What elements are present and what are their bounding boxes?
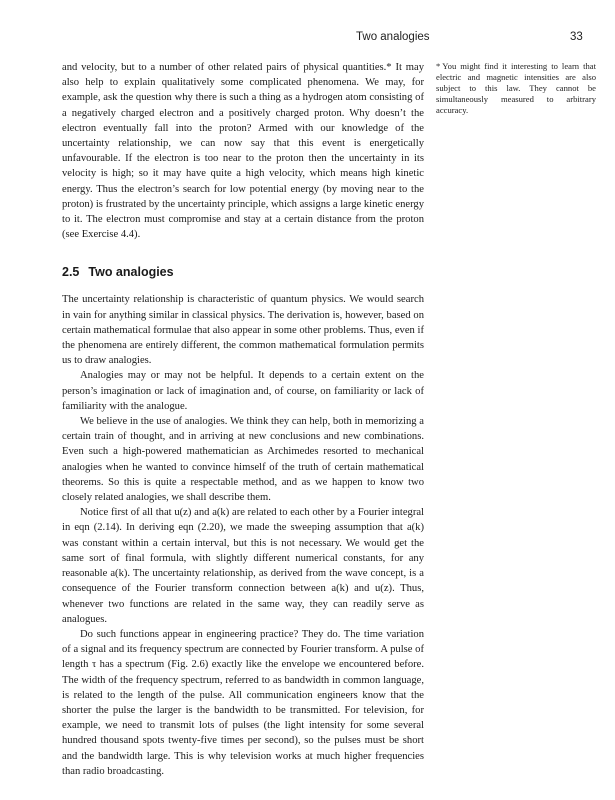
margin-note [436,61,596,116]
section-number: 2.5 [62,265,80,280]
section-paragraph: Analogies may or may not be helpful. It depends to a certain extent on the person’s imagination or lack of imagination and, of course, on familiarity or lack of familiarity with the analogue. [62,370,424,412]
intro-paragraph: and velocity, but to a number of other related pairs of physical quantities.* It may also help to explain qualitatively some complicated phenomena. We may, for example, ask the question why there is such a thing as a hydrogen atom consisting of a negatively charged electron and a positively charged proton. Why doesn’t the electron eventually fall into the proton? Armed with our knowledge of the uncertainty relationship, we can now say that this event is energetically unfavourable. If the electron is too near to the proton then the uncertainty in its velocity is high; so it may have quite a high velocity, which means high kinetic energy. Thus the electron’s search for low potential energy (by moving near to the proton) is frustrated by the uncertainty principle, which assigns a large kinetic energy to it. The electron must compromise and stay at a certain distance from the proton (see Exercise 4.4). [62,62,424,241]
section-paragraph: The uncertainty relationship is characteristic of quantum physics. We would search in vain for anything similar in classical physics. The derivation is, however, based on certain mathematical formulae that also appear in some other problems. Thus, even if the phenomena are entirely different, the common mathematical formulation permits us to draw analogies. [62,294,424,367]
section-heading [62,264,424,280]
section-body [62,292,424,779]
main-text-column [62,60,424,779]
page-number: 33 [570,31,583,43]
running-head: Two analogies [356,31,430,43]
section-paragraph: We believe in the use of analogies. We think they can help, both in memorizing a certain train of thought, and in arriving at new conclusions and new combinations. Even such a high-powered mathematician as Archimedes resorted to mechanical analogies when he wanted to convince himself of the truth of certain mathematical theorems. So this is quite a respectable method, and as we happen to know two closely related analogies, we shall describe them. [62,416,424,504]
section-paragraph: Do such functions appear in engineering practice? They do. The time variation of a signal and its frequency spectrum are connected by Fourier transform. A pulse of length τ has a spectrum (Fig. 2.6) exactly like the envelope we encountered before. The width of the frequency spectrum, referred to as bandwidth in common language, is related to the length of the pulse. All communication engineers know that the shorter the pulse the larger is the bandwidth to be transmitted. For television, for example, we need to transmit lots of pulses (the light intensity for some several hundred thousand spots twenty-five times per second), so the pulses must be short and the bandwidth large. This is why television works at much higher frequencies than radio broadcasting. [62,628,424,777]
section-paragraph: Notice first of all that u(z) and a(k) are related to each other by a Fourier integral in eqn (2.14). In deriving eqn (2.20), we made the sweeping assumption that a(k) was constant within a certain interval, but this is not necessary. We would get the same sort of final formula, with slightly different numerical constants, for any reasonable a(k). The uncertainty relationship, as derived from the wave concept, is a consequence of the Fourier transform connection between a(k) and u(z). Thus, whenever two functions are related in the same way, they can readily serve as analogues. [62,507,424,625]
page-header [0,31,615,47]
section-title: Two analogies [88,265,174,280]
margin-note-text: You might find it interesting to learn that electric and magnetic intensities are also subject to this law. They cannot be simultaneously measured to arbitrary accuracy. [436,61,596,115]
footnote-marker: * [436,61,441,71]
